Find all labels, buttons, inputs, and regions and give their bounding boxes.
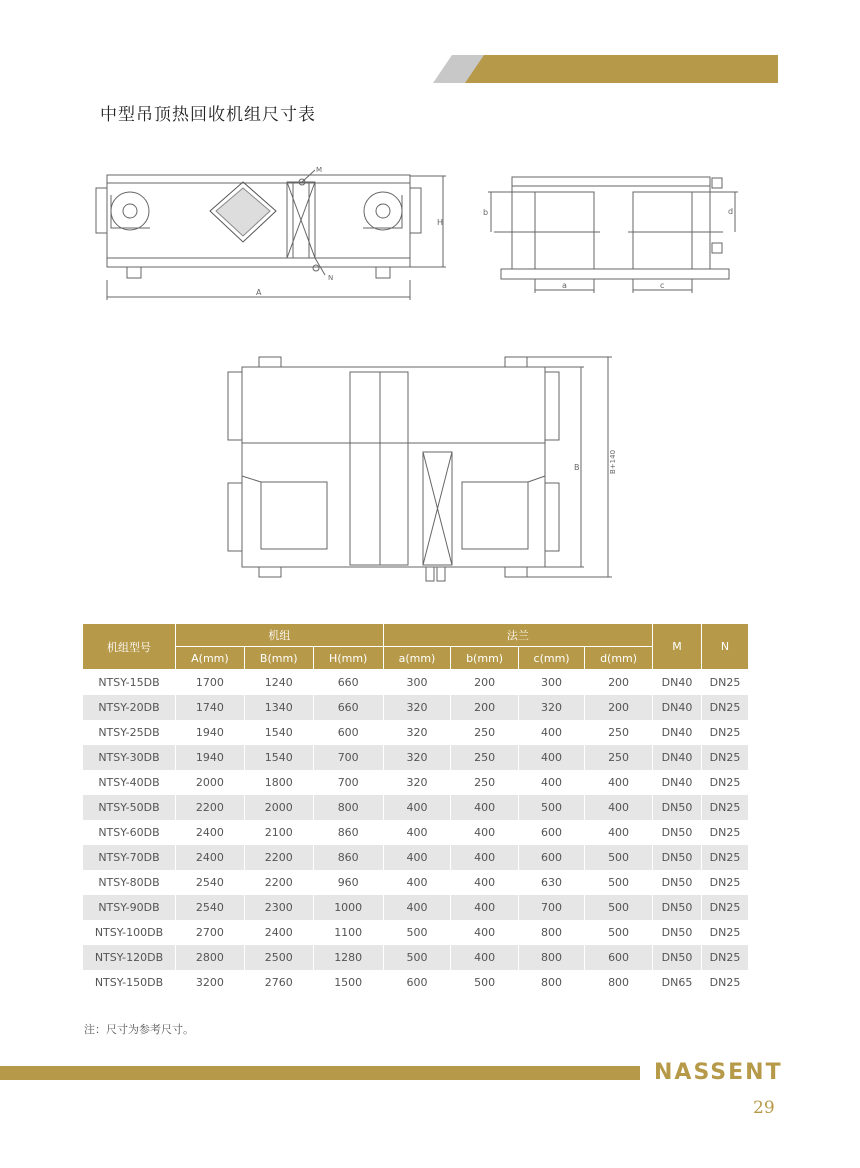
table-row xyxy=(83,820,749,845)
table-cell: 1540 xyxy=(244,720,313,745)
table-cell: 400 xyxy=(451,895,519,920)
model-cell: NTSY-30DB xyxy=(83,745,176,770)
table-cell: 400 xyxy=(518,720,584,745)
col-group-unit: 机组 xyxy=(176,624,384,647)
table-cell: DN25 xyxy=(702,945,749,970)
table-cell: 2100 xyxy=(244,820,313,845)
table-cell: 860 xyxy=(313,820,383,845)
model-cell: NTSY-20DB xyxy=(83,695,176,720)
dim-B-label: B xyxy=(574,463,580,472)
table-cell: 800 xyxy=(585,970,653,995)
table-row xyxy=(83,720,749,745)
table-cell: 1740 xyxy=(176,695,245,720)
model-cell: NTSY-150DB xyxy=(83,970,176,995)
table-cell: 320 xyxy=(518,695,584,720)
table-cell: 800 xyxy=(518,945,584,970)
table-cell: 500 xyxy=(518,795,584,820)
table-cell: 600 xyxy=(585,945,653,970)
table-cell: DN40 xyxy=(653,695,702,720)
table-cell: 250 xyxy=(451,745,519,770)
table-cell: DN50 xyxy=(653,945,702,970)
table-cell: DN25 xyxy=(702,695,749,720)
model-cell: NTSY-60DB xyxy=(83,820,176,845)
col-header-c: c(mm) xyxy=(518,647,584,670)
table-cell: DN25 xyxy=(702,770,749,795)
table-cell: 800 xyxy=(518,970,584,995)
table-cell: 860 xyxy=(313,845,383,870)
table-cell: 500 xyxy=(585,845,653,870)
table-cell: DN50 xyxy=(653,795,702,820)
table-cell: 320 xyxy=(383,720,450,745)
front-view-drawing xyxy=(96,166,446,300)
table-cell: 320 xyxy=(383,695,450,720)
table-cell: DN65 xyxy=(653,970,702,995)
col-header-a: a(mm) xyxy=(383,647,450,670)
dimension-drawings xyxy=(0,150,860,600)
table-row xyxy=(83,920,749,945)
table-row xyxy=(83,695,749,720)
table-cell: 1500 xyxy=(313,970,383,995)
table-cell: 700 xyxy=(518,895,584,920)
table-cell: 400 xyxy=(383,895,450,920)
table-cell: 700 xyxy=(313,770,383,795)
table-row xyxy=(83,895,749,920)
table-cell: 500 xyxy=(585,895,653,920)
table-cell: 1240 xyxy=(244,670,313,696)
table-cell: 2800 xyxy=(176,945,245,970)
dim-N-label: N xyxy=(328,274,334,282)
table-cell: 2540 xyxy=(176,895,245,920)
table-cell: DN25 xyxy=(702,870,749,895)
table-row xyxy=(83,670,749,696)
footer-gold-bar xyxy=(0,1066,640,1080)
table-cell: DN25 xyxy=(702,820,749,845)
table-cell: 500 xyxy=(585,920,653,945)
side-view-drawing xyxy=(483,177,738,293)
table-cell: 400 xyxy=(451,870,519,895)
table-body xyxy=(83,670,749,996)
table-row xyxy=(83,970,749,995)
col-header-b: b(mm) xyxy=(451,647,519,670)
table-cell: 2400 xyxy=(244,920,313,945)
table-cell: 250 xyxy=(585,720,653,745)
col-header-B: B(mm) xyxy=(244,647,313,670)
table-cell: 400 xyxy=(518,770,584,795)
col-header-N: N xyxy=(702,624,749,670)
table-cell: 2000 xyxy=(244,795,313,820)
col-group-flange: 法兰 xyxy=(383,624,652,647)
header-decoration xyxy=(0,0,860,100)
table-cell: 660 xyxy=(313,670,383,696)
table-cell: 600 xyxy=(518,820,584,845)
table-cell: 2200 xyxy=(176,795,245,820)
table-cell: 600 xyxy=(518,845,584,870)
model-cell: NTSY-50DB xyxy=(83,795,176,820)
header-gold-bar xyxy=(465,55,778,83)
table-cell: 200 xyxy=(451,695,519,720)
size-spec-table xyxy=(83,624,749,995)
table-cell: 660 xyxy=(313,695,383,720)
table-cell: DN50 xyxy=(653,870,702,895)
model-cell: NTSY-90DB xyxy=(83,895,176,920)
left-fan-icon xyxy=(111,192,149,230)
table-cell: 400 xyxy=(585,770,653,795)
table-cell: DN40 xyxy=(653,770,702,795)
table-cell: DN25 xyxy=(702,845,749,870)
model-cell: NTSY-80DB xyxy=(83,870,176,895)
table-row xyxy=(83,745,749,770)
dim-c-label: c xyxy=(660,281,665,290)
table-cell: 400 xyxy=(585,820,653,845)
table-cell: 300 xyxy=(518,670,584,696)
model-cell: NTSY-70DB xyxy=(83,845,176,870)
table-cell: 800 xyxy=(518,920,584,945)
table-cell: 2300 xyxy=(244,895,313,920)
dim-B140-label: B+140 xyxy=(609,449,617,474)
table-row xyxy=(83,770,749,795)
table-cell: DN25 xyxy=(702,720,749,745)
table-cell: DN25 xyxy=(702,970,749,995)
table-cell: 800 xyxy=(313,795,383,820)
table-cell: 400 xyxy=(451,845,519,870)
table-cell: 2700 xyxy=(176,920,245,945)
model-cell: NTSY-40DB xyxy=(83,770,176,795)
dim-b-label: b xyxy=(483,208,489,217)
table-cell: 1940 xyxy=(176,720,245,745)
table-row xyxy=(83,795,749,820)
table-cell: 500 xyxy=(383,945,450,970)
table-cell: 2200 xyxy=(244,845,313,870)
table-cell: 400 xyxy=(383,845,450,870)
table-cell: DN50 xyxy=(653,845,702,870)
table-cell: DN25 xyxy=(702,895,749,920)
footnote: 注：尺寸为参考尺寸。 xyxy=(84,1023,194,1036)
table-cell: DN40 xyxy=(653,720,702,745)
table-row xyxy=(83,845,749,870)
page-number: 29 xyxy=(753,1098,775,1118)
col-header-model: 机组型号 xyxy=(83,624,176,670)
top-view-drawing xyxy=(228,357,617,581)
table-cell: 200 xyxy=(585,670,653,696)
table-cell: 500 xyxy=(451,970,519,995)
table-row xyxy=(83,870,749,895)
page-title: 中型吊顶热回收机组尺寸表 xyxy=(100,105,316,125)
table-cell: 2200 xyxy=(244,870,313,895)
table-cell: DN25 xyxy=(702,795,749,820)
col-header-H: H(mm) xyxy=(313,647,383,670)
table-cell: DN50 xyxy=(653,895,702,920)
table-cell: 2760 xyxy=(244,970,313,995)
model-cell: NTSY-100DB xyxy=(83,920,176,945)
table-cell: 400 xyxy=(451,820,519,845)
table-cell: 1700 xyxy=(176,670,245,696)
table-cell: 400 xyxy=(451,945,519,970)
dim-a-label: a xyxy=(562,281,567,290)
table-cell: 700 xyxy=(313,745,383,770)
col-header-A: A(mm) xyxy=(176,647,245,670)
table-cell: 200 xyxy=(451,670,519,696)
dim-d-label: d xyxy=(728,207,734,216)
table-cell: 400 xyxy=(451,920,519,945)
table-cell: 400 xyxy=(383,795,450,820)
model-cell: NTSY-15DB xyxy=(83,670,176,696)
table-cell: 1800 xyxy=(244,770,313,795)
table-cell: 400 xyxy=(383,870,450,895)
table-cell: DN25 xyxy=(702,670,749,696)
table-cell: 300 xyxy=(383,670,450,696)
table-cell: 1100 xyxy=(313,920,383,945)
table-row xyxy=(83,945,749,970)
table-cell: DN50 xyxy=(653,920,702,945)
table-cell: 250 xyxy=(451,770,519,795)
table-cell: 2400 xyxy=(176,845,245,870)
model-cell: NTSY-120DB xyxy=(83,945,176,970)
table-cell: DN25 xyxy=(702,920,749,945)
table-cell: 1280 xyxy=(313,945,383,970)
model-cell: NTSY-25DB xyxy=(83,720,176,745)
dim-A-label: A xyxy=(256,288,262,297)
brand-logo-text: NASSENT xyxy=(654,1060,783,1085)
table-cell: 600 xyxy=(313,720,383,745)
table-cell: 400 xyxy=(451,795,519,820)
table-cell: 2400 xyxy=(176,820,245,845)
table-cell: DN50 xyxy=(653,820,702,845)
right-fan-icon xyxy=(364,192,402,230)
table-cell: 400 xyxy=(585,795,653,820)
col-header-d: d(mm) xyxy=(585,647,653,670)
table-cell: 250 xyxy=(585,745,653,770)
table-cell: 1340 xyxy=(244,695,313,720)
table-cell: 200 xyxy=(585,695,653,720)
table-cell: DN40 xyxy=(653,670,702,696)
table-cell: 2500 xyxy=(244,945,313,970)
table-cell: 2000 xyxy=(176,770,245,795)
table-cell: 1940 xyxy=(176,745,245,770)
table-cell: 1000 xyxy=(313,895,383,920)
table-cell: 500 xyxy=(585,870,653,895)
table-cell: 400 xyxy=(383,820,450,845)
table-cell: 250 xyxy=(451,720,519,745)
table-cell: DN40 xyxy=(653,745,702,770)
table-cell: DN25 xyxy=(702,745,749,770)
dim-H-label: H xyxy=(437,218,444,227)
table-cell: 1540 xyxy=(244,745,313,770)
dim-M-label: M xyxy=(316,166,323,174)
table-cell: 960 xyxy=(313,870,383,895)
table-cell: 320 xyxy=(383,745,450,770)
table-cell: 600 xyxy=(383,970,450,995)
table-cell: 630 xyxy=(518,870,584,895)
table-cell: 2540 xyxy=(176,870,245,895)
table-cell: 320 xyxy=(383,770,450,795)
table-cell: 400 xyxy=(518,745,584,770)
table-cell: 500 xyxy=(383,920,450,945)
col-header-M: M xyxy=(653,624,702,670)
table-cell: 3200 xyxy=(176,970,245,995)
